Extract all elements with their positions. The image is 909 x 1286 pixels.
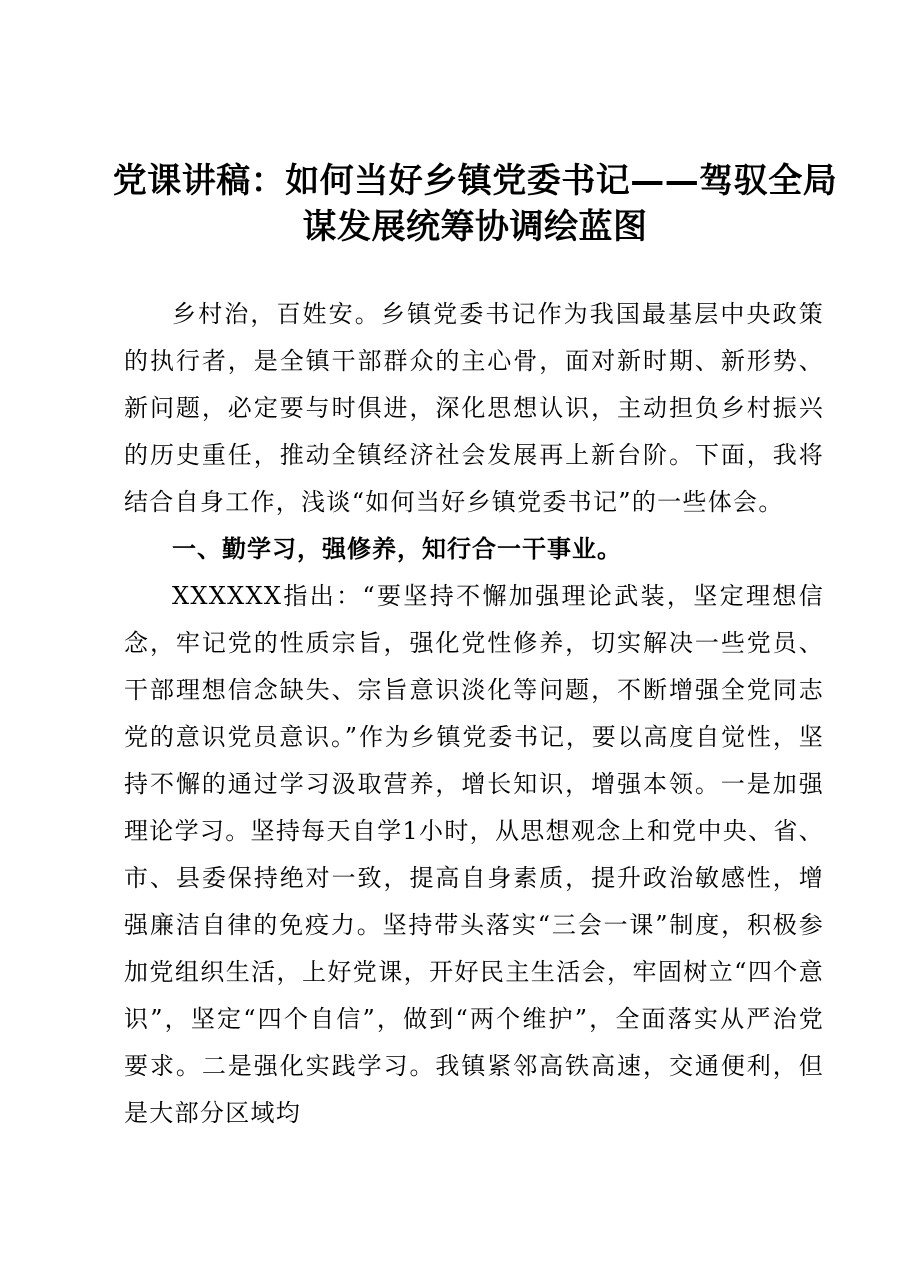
- document-body: [124, 291, 824, 1137]
- title-line-2: 谋发展统筹协调绘蓝图: [302, 207, 648, 247]
- intro-paragraph: 乡村治，百姓安。乡镇党委书记作为我国最基层中央政策的执行者，是全镇干部群众的主心骨，面对新时期、新形势、新问题，必定要与时俱进，深化思想认识，主动担负乡村振兴的历史重任，推动全镇经济社会发展再上新台阶。下面，我将结合自身工作，浅谈“如何当好乡镇党委书记”的一些体会。: [124, 300, 824, 516]
- document-title: [110, 158, 840, 250]
- section-1-paragraph: XXXXXX指出：“要坚持不懈加强理论武装，坚定理想信念，牢记党的性质宗旨，强化党性修养，切实解决一些党员、干部理想信念缺失、宗旨意识淡化等问题，不断增强全党同志党的意识党员意识。”作为乡镇党委书记，要以高度自觉性，坚持不懈的通过学习汲取营养，增长知识，增强本领。一是加强理论学习。坚持每天自学1小时，从思想观念上和党中央、省、市、县委保持绝对一致，提高自身素质，提升政治敏感性，增强廉洁自律的免疫力。坚持带头落实“三会一课”制度，积极参加党组织生活，上好党课，开好民主生活会，牢固树立“四个意识”，坚定“四个自信”，做到“两个维护”，全面落实从严治党要求。二是强化实践学习。我镇紧邻高铁高速，交通便利，但是大部分区域均: [124, 582, 824, 1127]
- title-line-1: 党课讲稿：如何当好乡镇党委书记——驾驭全局: [112, 161, 838, 201]
- section-heading-1: 一、勤学习，强修养，知行合一干事业。: [172, 535, 622, 563]
